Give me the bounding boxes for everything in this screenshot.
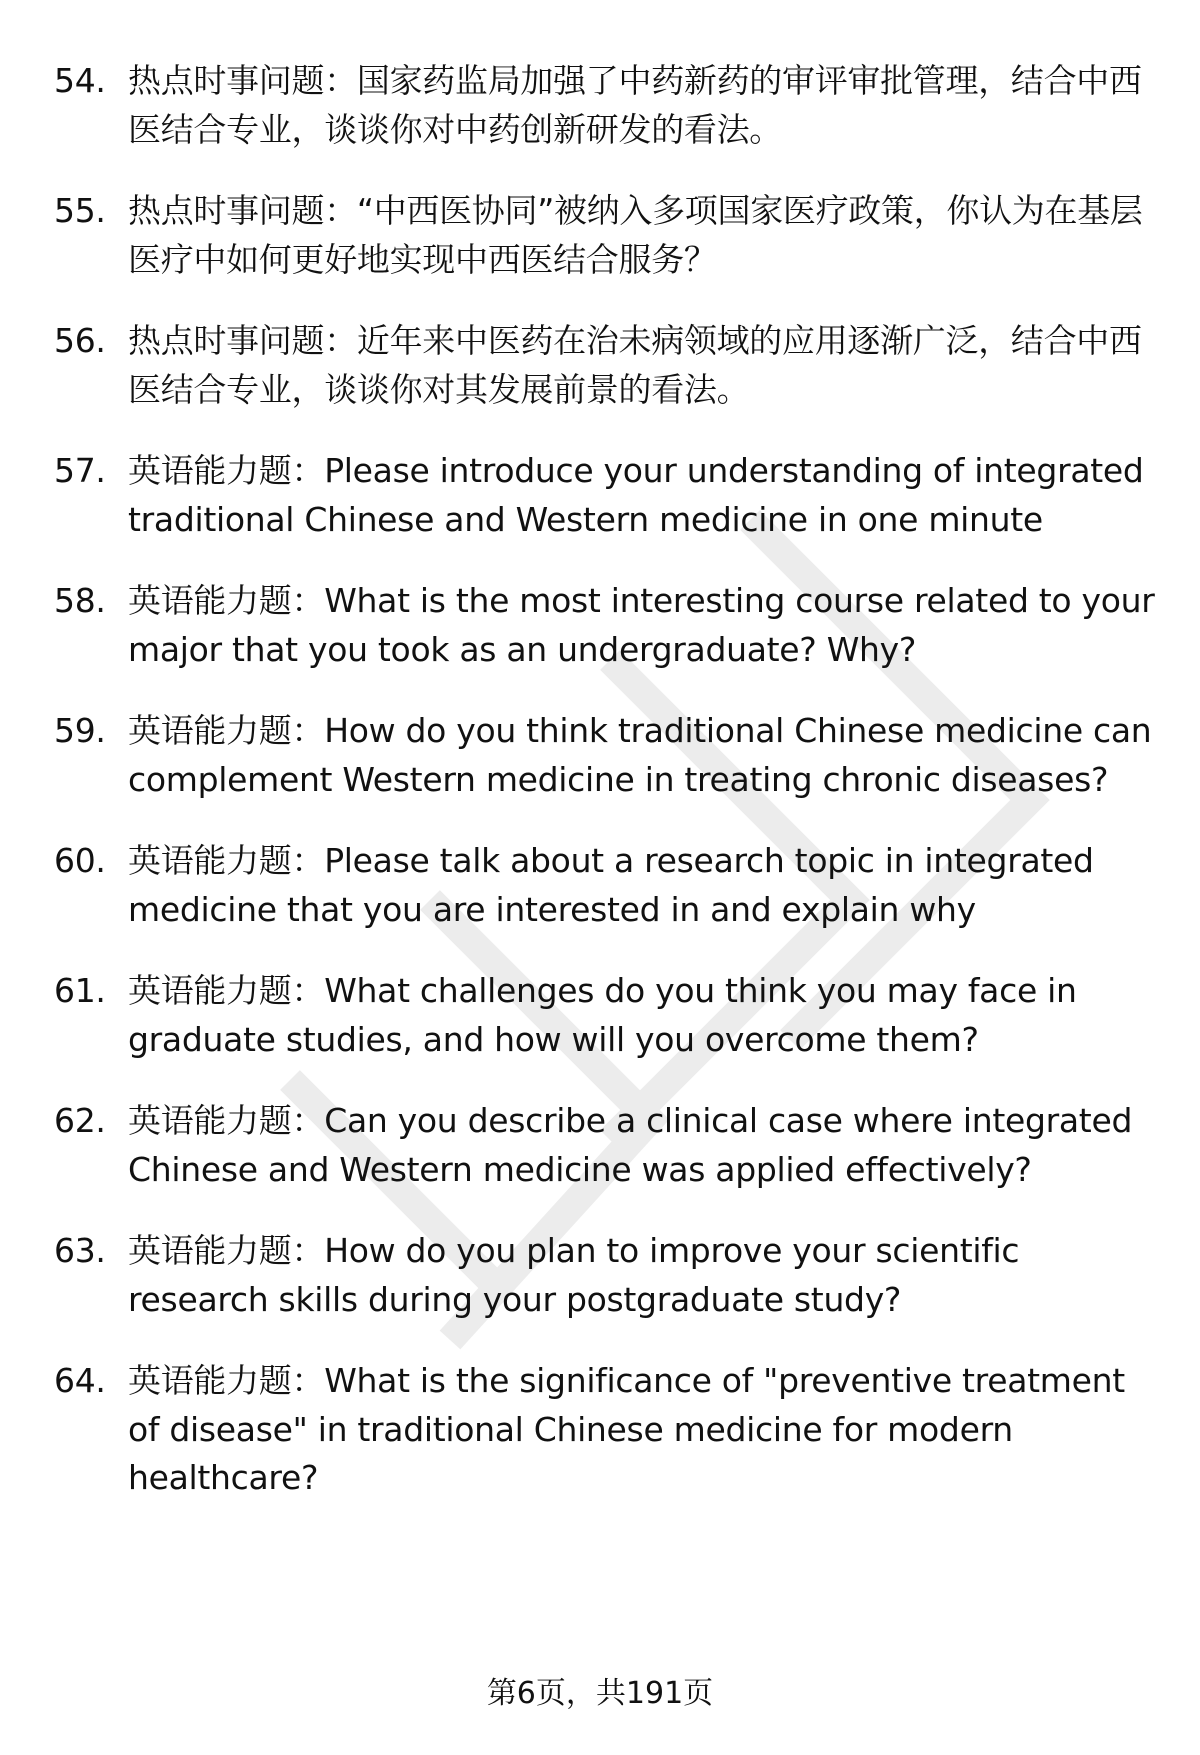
question-list bbox=[0, 57, 1200, 1536]
question-number: 64. bbox=[54, 1361, 106, 1400]
question-number: 54. bbox=[54, 61, 106, 100]
question-text: 热点时事问题：国家药监局加强了中药新药的审评审批管理，结合中西医结合专业，谈谈你对中药创新研发的看法。 bbox=[128, 61, 1142, 149]
question-number: 56. bbox=[54, 321, 106, 360]
question-item bbox=[0, 1227, 1200, 1324]
page-footer: 第6页，共191页 bbox=[486, 1676, 714, 1711]
question-number: 59. bbox=[54, 711, 106, 750]
question-item bbox=[0, 1097, 1200, 1194]
question-item bbox=[0, 1357, 1200, 1503]
question-item bbox=[0, 837, 1200, 934]
question-item bbox=[0, 967, 1200, 1064]
question-text: 英语能力题：How do you think traditional Chinese medicine can complement Western medicine in treating chronic diseases? bbox=[128, 711, 1152, 799]
question-text: 英语能力题：How do you plan to improve your scientific research skills during your postgraduate study? bbox=[128, 1231, 1020, 1319]
question-text: 英语能力题：Please introduce your understanding of integrated traditional Chinese and Western medicine in one minute bbox=[128, 451, 1144, 539]
question-number: 55. bbox=[54, 191, 106, 230]
question-item bbox=[0, 447, 1200, 544]
question-number: 57. bbox=[54, 451, 106, 490]
question-number: 58. bbox=[54, 581, 106, 620]
question-item bbox=[0, 317, 1200, 414]
question-number: 63. bbox=[54, 1231, 106, 1270]
question-text: 热点时事问题：近年来中医药在治未病领域的应用逐渐广泛，结合中西医结合专业，谈谈你对其发展前景的看法。 bbox=[128, 321, 1142, 409]
question-item bbox=[0, 707, 1200, 804]
question-text: 英语能力题：What is the most interesting course related to your major that you took as an undergraduate? Why? bbox=[128, 581, 1155, 669]
question-number: 61. bbox=[54, 971, 106, 1010]
question-text: 英语能力题：Please talk about a research topic in integrated medicine that you are interested in and explain why bbox=[128, 841, 1094, 929]
question-number: 62. bbox=[54, 1101, 106, 1140]
question-item bbox=[0, 577, 1200, 674]
question-text: 英语能力题：Can you describe a clinical case where integrated Chinese and Western medicine was applied effectively? bbox=[128, 1101, 1133, 1189]
question-item bbox=[0, 57, 1200, 154]
question-item bbox=[0, 187, 1200, 284]
question-text: 热点时事问题：“中西医协同”被纳入多项国家医疗政策，你认为在基层医疗中如何更好地实现中西医结合服务？ bbox=[128, 191, 1143, 279]
question-number: 60. bbox=[54, 841, 106, 880]
question-text: 英语能力题：What challenges do you think you may face in graduate studies, and how will you overcome them? bbox=[128, 971, 1077, 1059]
question-text: 英语能力题：What is the significance of "preventive treatment of disease" in traditional Chinese medicine for modern healthcare? bbox=[128, 1361, 1125, 1497]
